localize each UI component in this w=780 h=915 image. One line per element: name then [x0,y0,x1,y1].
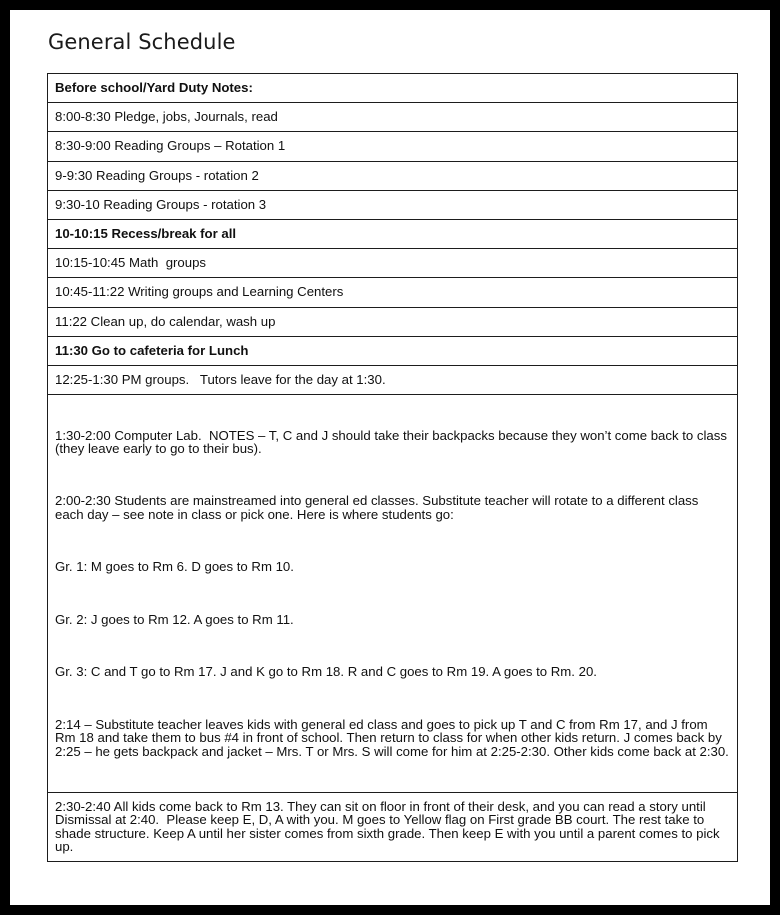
schedule-cell-reading-rotation-3: 9:30-10 Reading Groups - rotation 3 [48,190,738,219]
schedule-table-body [48,74,738,862]
schedule-cell-recess: 10-10:15 Recess/break for all [48,220,738,249]
table-row [48,793,738,862]
schedule-cell-pledge-jobs: 8:00-8:30 Pledge, jobs, Journals, read [48,103,738,132]
schedule-cell-reading-rotation-1: 8:30-9:00 Reading Groups – Rotation 1 [48,132,738,161]
document-page [10,10,770,905]
table-row [48,103,738,132]
table-row [48,132,738,161]
schedule-cell-yard-duty-notes: Before school/Yard Duty Notes: [48,74,738,103]
schedule-cell-reading-rotation-2: 9-9:30 Reading Groups - rotation 2 [48,161,738,190]
page-title: General Schedule [48,30,236,54]
afternoon-paragraph: Gr. 1: M goes to Rm 6. D goes to Rm 10. [55,559,294,575]
schedule-cell-lunch: 11:30 Go to cafeteria for Lunch [48,336,738,365]
table-row [48,307,738,336]
afternoon-paragraph: 2:00-2:30 Students are mainstreamed into general ed classes. Substitute teacher will rotate to a different class each day – see note in class or pick one. Here is where students go: [55,493,703,522]
table-row [48,190,738,219]
afternoon-paragraph: Gr. 2: J goes to Rm 12. A goes to Rm 11. [55,611,294,627]
schedule-table [47,73,738,862]
schedule-cell-pm-groups: 12:25-1:30 PM groups. Tutors leave for the day at 1:30. [48,366,738,395]
schedule-cell-clean-up: 11:22 Clean up, do calendar, wash up [48,307,738,336]
schedule-cell-afternoon-block [48,395,738,793]
table-row [48,249,738,278]
afternoon-paragraph: 1:30-2:00 Computer Lab. NOTES – T, C and J should take their backpacks because they won’t come back to class (they leave early to go to their bus). [55,427,731,456]
schedule-cell-dismissal-block: 2:30-2:40 All kids come back to Rm 13. They can sit on floor in front of their desk, and you can read a story until Dismissal at 2:40. Please keep E, D, A with you. M goes to Yellow flag on First grade BB court. The rest take to shade structure. Keep A until her sister comes from sixth grade. Then keep E with you until a parent comes to pick up. [48,793,738,862]
afternoon-paragraph: 2:14 – Substitute teacher leaves kids with general ed class and goes to pick up T and C from Rm 17, and J from Rm 18 and take them to bus #4 in front of school. Then return to class for when other kids return. J comes back by 2:25 – he gets backpack and jacket – Mrs. T or Mrs. S will come for him at 2:25-2:30. Other kids come back at 2:30. [55,717,729,759]
afternoon-paragraph: Gr. 3: C and T go to Rm 17. J and K go to Rm 18. R and C goes to Rm 19. A goes to Rm. 20. [55,664,597,680]
table-row [48,395,738,793]
table-row [48,74,738,103]
schedule-cell-math-groups: 10:15-10:45 Math groups [48,249,738,278]
schedule-cell-writing-groups: 10:45-11:22 Writing groups and Learning Centers [48,278,738,307]
table-row [48,366,738,395]
table-row [48,336,738,365]
table-row [48,220,738,249]
table-row [48,161,738,190]
table-row [48,278,738,307]
